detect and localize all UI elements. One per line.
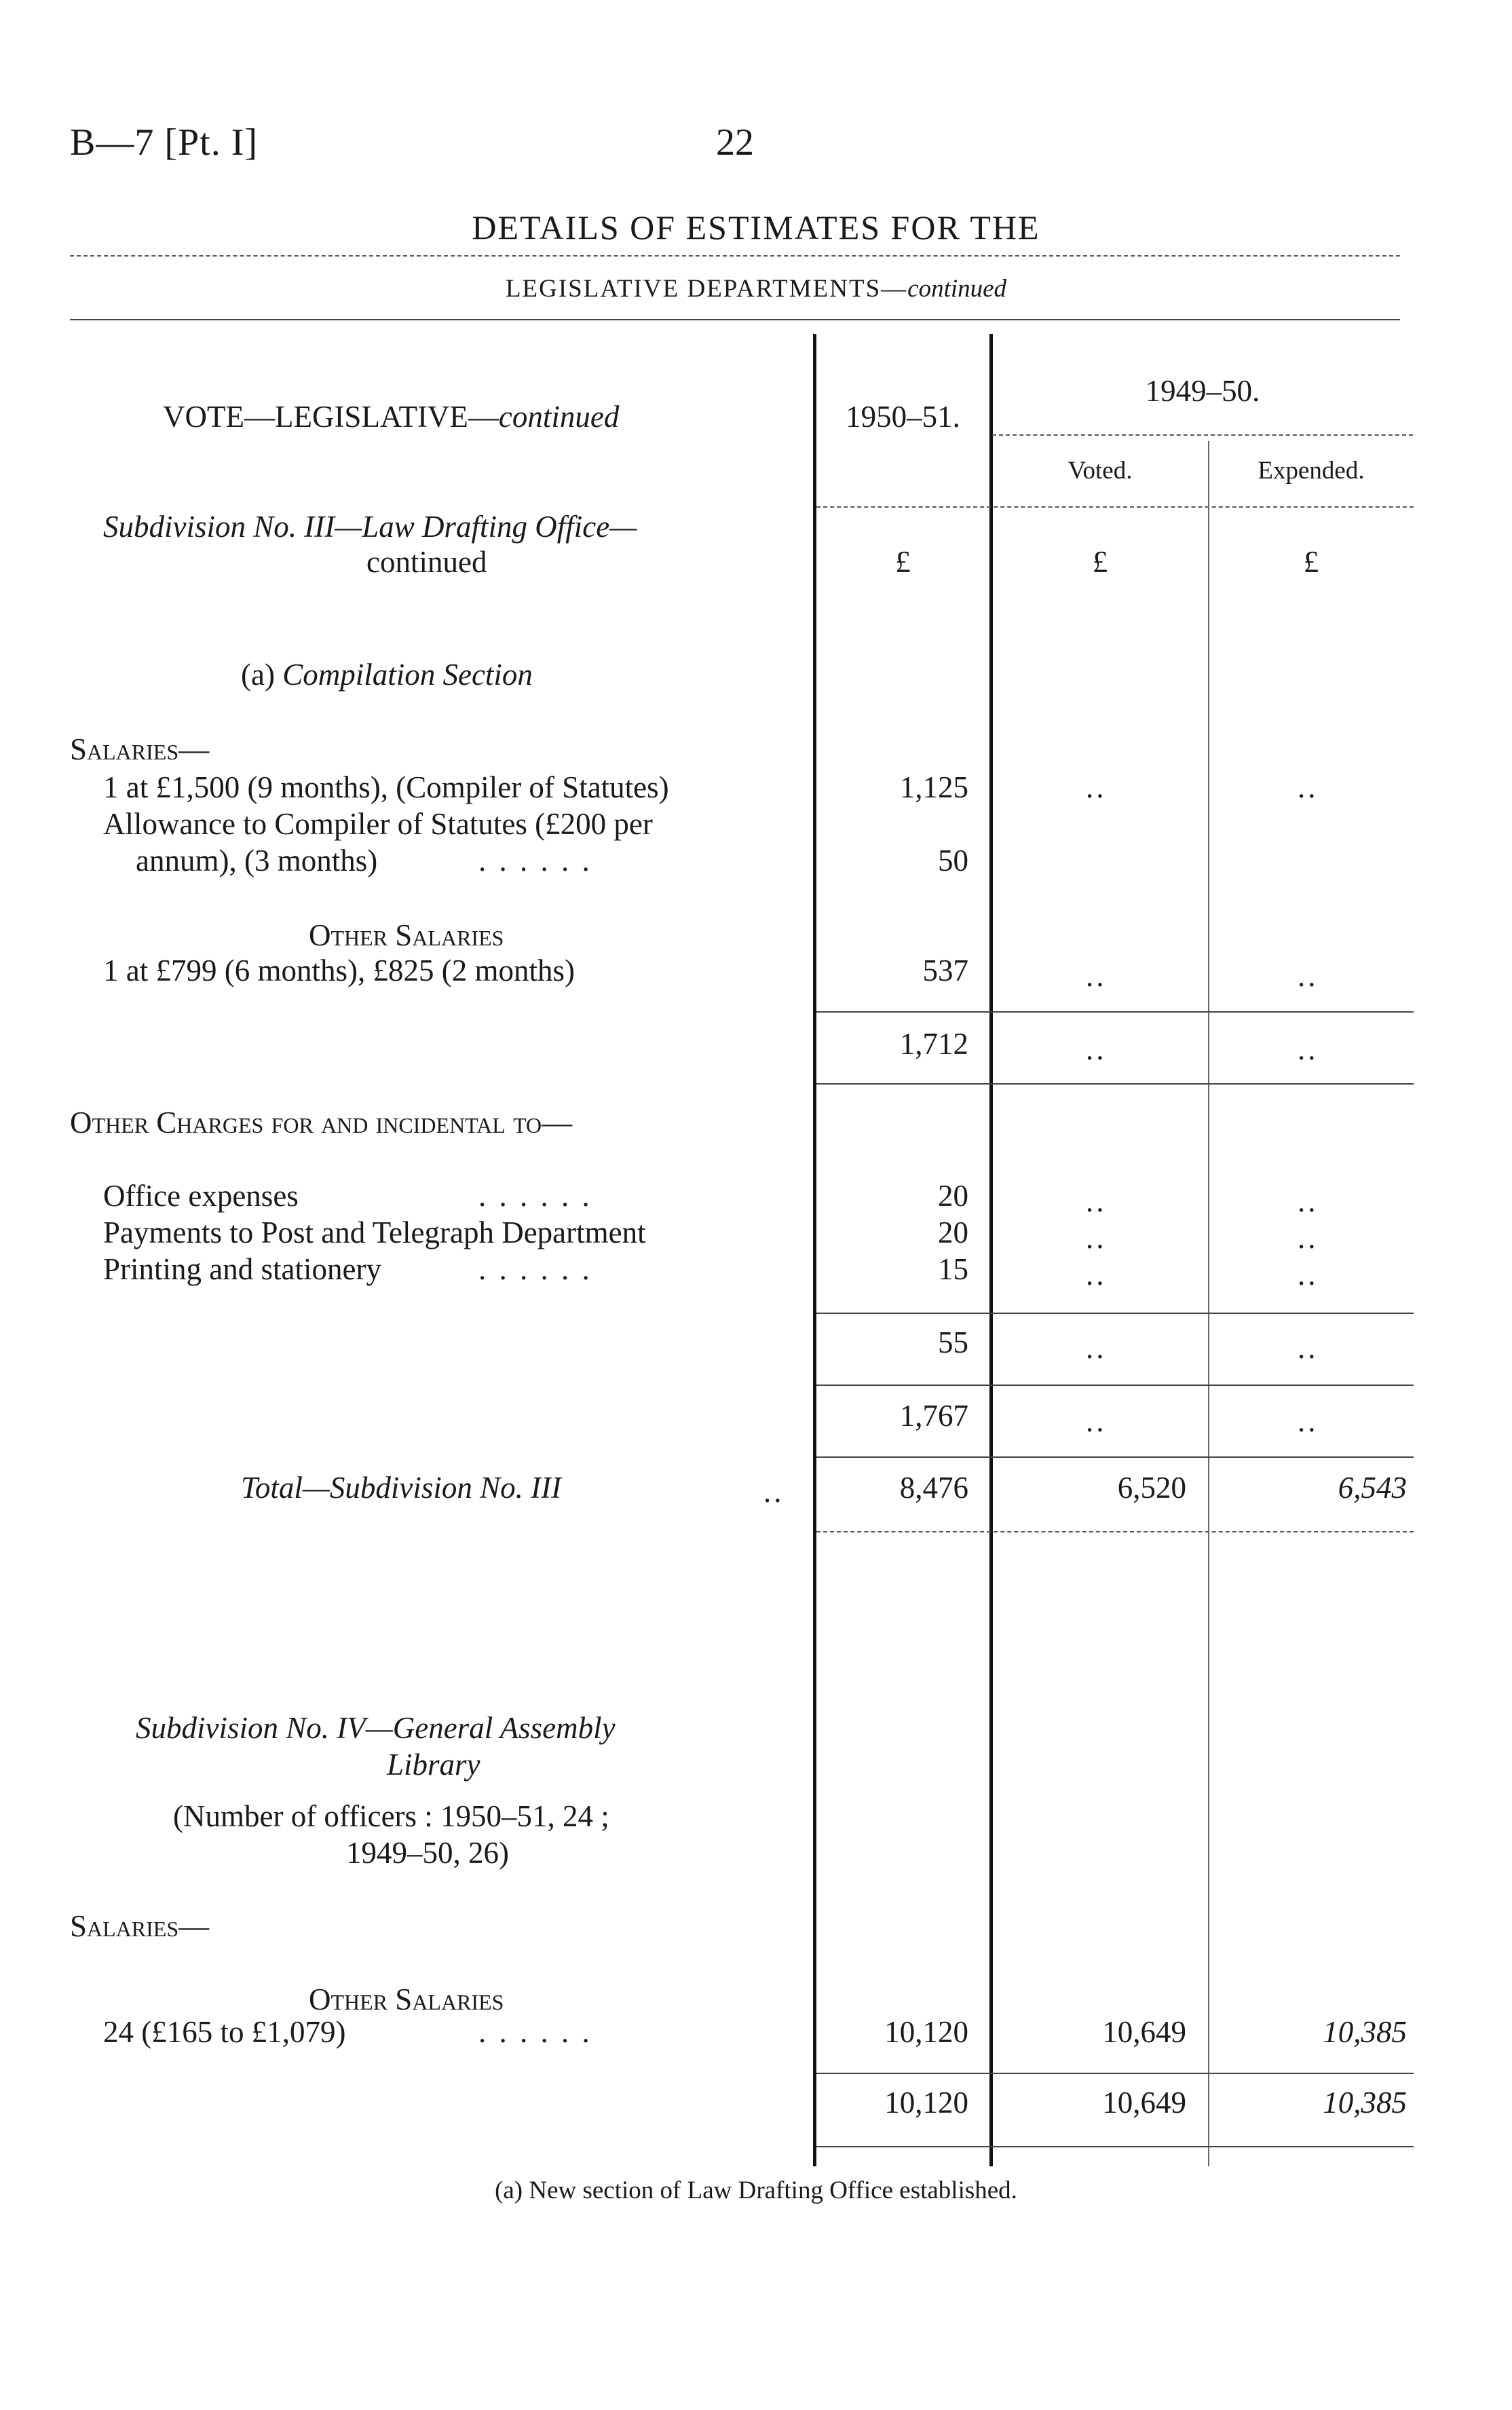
- row-other-salary-1950-51: 537: [922, 954, 968, 987]
- row-other-salary: 1 at £799 (6 months), £825 (2 months): [103, 954, 575, 987]
- row-other-salary-expended: ..: [1298, 959, 1319, 993]
- row-library-salaries-1950-51: 10,120: [884, 2015, 968, 2049]
- page-title: DETAILS OF ESTIMATES FOR THE: [472, 208, 1040, 246]
- row-office-expenses-voted: ..: [1086, 1184, 1107, 1218]
- row-allowance-leader: . . . . . .: [478, 844, 592, 878]
- subdivision-3-total-label: Total—Subdivision No. III: [241, 1471, 562, 1505]
- column-header-rule: [816, 506, 1414, 508]
- subdivision-3-total-1950-51: 8,476: [899, 1471, 968, 1505]
- page-number: 22: [716, 121, 754, 164]
- column-divider-1: [813, 334, 816, 2166]
- subdivision-4-heading-cont: Library: [387, 1748, 480, 1782]
- currency-1950-51: £: [895, 545, 911, 579]
- column-expended: Expended.: [1258, 457, 1365, 485]
- salaries-subtotal-bottom-rule: [816, 1083, 1414, 1085]
- year-header-rule: [992, 434, 1413, 436]
- salaries-subtotal-voted: ..: [1086, 1032, 1107, 1066]
- row-office-expenses: Office expenses: [103, 1179, 299, 1213]
- row-library-salaries: 24 (£165 to £1,079): [103, 2015, 346, 2049]
- subdivision-3-total-expended: 6,543: [1338, 1471, 1407, 1505]
- oc-subtotal-rule: [816, 1313, 1414, 1314]
- oc-subtotal-1950-51: 55: [938, 1325, 968, 1359]
- row-office-expenses-1950-51: 20: [938, 1179, 968, 1213]
- row-printing-stationery-1950-51: 15: [938, 1252, 968, 1286]
- sub4-total-bottom-rule: [816, 2146, 1414, 2147]
- title-rule: [70, 255, 1400, 257]
- row-post-telegraph-1950-51: 20: [938, 1216, 968, 1249]
- subdivision-3-heading: Subdivision No. III—Law Drafting Office—: [103, 510, 637, 544]
- row-post-telegraph: Payments to Post and Telegraph Department: [103, 1216, 646, 1249]
- oc-subtotal-voted: ..: [1086, 1331, 1107, 1365]
- footnote: (a) New section of Law Drafting Office established.: [495, 2177, 1017, 2204]
- subdivision-3-heading-cont: continued: [366, 545, 487, 579]
- row-compiler-salary-1950-51: 1,125: [899, 770, 968, 804]
- sub4-total-voted: 10,649: [1102, 2086, 1186, 2120]
- page-subtitle: LEGISLATIVE DEPARTMENTS—continued: [505, 275, 1007, 303]
- section-total-1950-51: 1,767: [899, 1399, 968, 1433]
- row-office-expenses-leader: . . . . . .: [478, 1179, 592, 1213]
- section-total-rule: [816, 1456, 1414, 1458]
- row-printing-stationery-voted: ..: [1086, 1258, 1107, 1292]
- vote-heading: VOTE—LEGISLATIVE—continued: [163, 400, 620, 434]
- column-1950-51: 1950–51.: [846, 400, 960, 434]
- currency-voted: £: [1092, 545, 1108, 579]
- column-divider-2: [989, 334, 993, 2166]
- other-charges-label: Other Charges for and incidental to—: [70, 1106, 573, 1140]
- row-library-salaries-leader: . . . . . .: [478, 2015, 592, 2049]
- page-reference: B—7 [Pt. I]: [70, 121, 258, 164]
- sub4-salaries-label: Salaries—: [70, 1909, 210, 1943]
- row-printing-stationery-leader: . . . . . .: [478, 1252, 592, 1286]
- column-voted: Voted.: [1067, 457, 1133, 485]
- row-compiler-salary-voted: ..: [1086, 770, 1107, 804]
- subdivision-3-total-leader: ..: [763, 1475, 785, 1509]
- subdivision-3-total-voted: 6,520: [1117, 1471, 1186, 1505]
- row-printing-stationery-expended: ..: [1298, 1258, 1319, 1292]
- section-total-expended: ..: [1298, 1404, 1319, 1438]
- sub4-total-rule: [816, 2073, 1414, 2074]
- row-library-salaries-voted: 10,649: [1102, 2015, 1186, 2049]
- oc-subtotal-bottom-rule: [816, 1385, 1414, 1386]
- other-salaries-label: Other Salaries: [309, 918, 504, 952]
- column-1949-50: 1949–50.: [1145, 374, 1260, 408]
- row-post-telegraph-voted: ..: [1086, 1221, 1107, 1255]
- sub4-total-expended: 10,385: [1323, 2086, 1407, 2120]
- row-allowance-line-2: annum), (3 months): [136, 844, 378, 878]
- row-post-telegraph-expended: ..: [1298, 1221, 1319, 1255]
- row-allowance-1950-51: 50: [938, 844, 968, 878]
- salaries-subtotal-rule: [816, 1011, 1414, 1013]
- row-allowance-line-1: Allowance to Compiler of Statutes (£200 per: [103, 807, 653, 841]
- row-printing-stationery: Printing and stationery: [103, 1252, 381, 1286]
- row-library-salaries-expended: 10,385: [1323, 2015, 1407, 2049]
- row-compiler-salary-expended: ..: [1298, 770, 1319, 804]
- salaries-subtotal-expended: ..: [1298, 1032, 1319, 1066]
- subdivision-3-total-rule: [816, 1531, 1414, 1532]
- row-compiler-salary: 1 at £1,500 (9 months), (Compiler of Statutes): [103, 770, 669, 804]
- officers-count-line-1: (Number of officers : 1950–51, 24 ;: [173, 1799, 609, 1833]
- section-title: (a) Compilation Section: [241, 658, 533, 692]
- row-other-salary-voted: ..: [1086, 959, 1107, 993]
- salaries-label: Salaries—: [70, 732, 210, 766]
- salaries-subtotal-1950-51: 1,712: [899, 1027, 968, 1061]
- section-total-voted: ..: [1086, 1404, 1107, 1438]
- subdivision-4-heading: Subdivision No. IV—General Assembly: [136, 1711, 616, 1745]
- officers-count-line-2: 1949–50, 26): [346, 1836, 509, 1870]
- oc-subtotal-expended: ..: [1298, 1331, 1319, 1365]
- row-office-expenses-expended: ..: [1298, 1184, 1319, 1218]
- subtitle-rule: [70, 319, 1400, 320]
- sub4-other-salaries-label: Other Salaries: [309, 1982, 504, 2016]
- column-divider-3: [1208, 441, 1209, 2166]
- currency-expended: £: [1303, 545, 1319, 579]
- sub4-total-1950-51: 10,120: [884, 2086, 968, 2120]
